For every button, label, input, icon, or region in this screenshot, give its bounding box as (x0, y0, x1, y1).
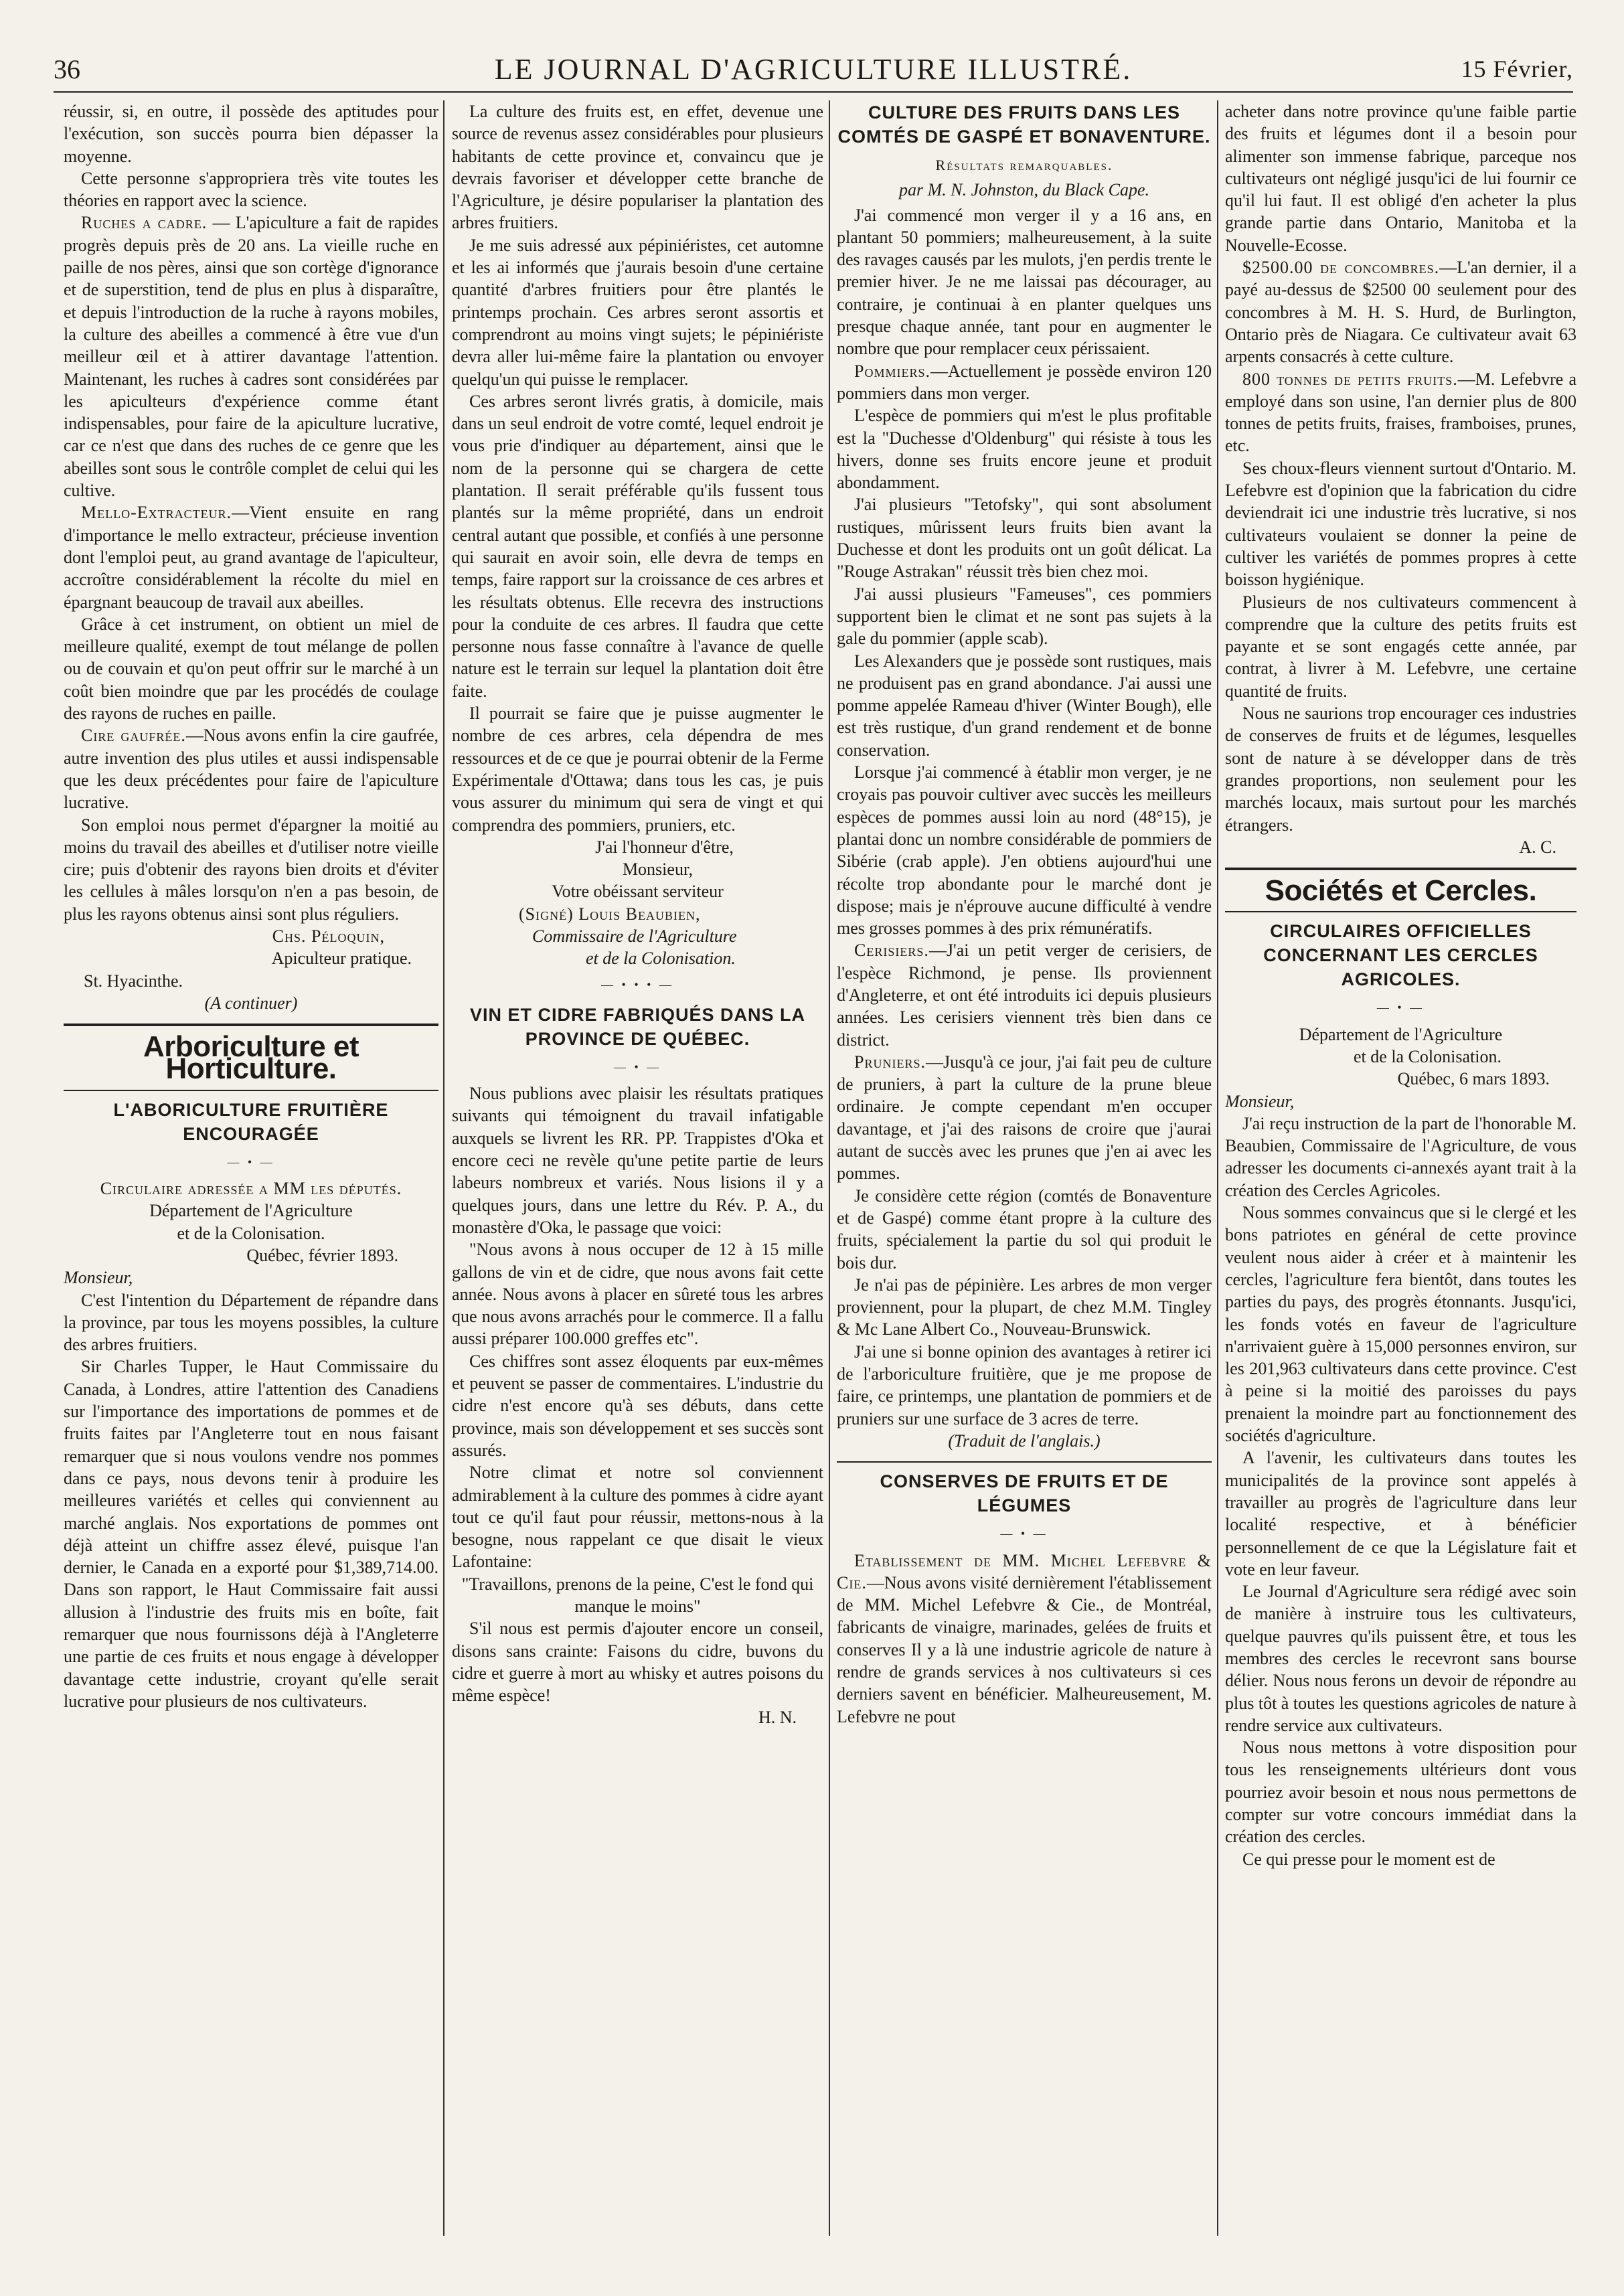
paragraph: réussir, si, en outre, il possède des aptitudes pour l'exécution, son succès pourra bien dépasser la moyenne. (64, 102, 438, 166)
salutation: Monsieur, (64, 1268, 133, 1288)
closing-line: Votre obéissant serviteur (552, 882, 724, 902)
page-header (54, 48, 1573, 95)
ornament: — • — (227, 1155, 275, 1169)
article-subheading: Résultats remarquables. (935, 157, 1113, 173)
article-title: VIN ET CIDRE FABRIQUÉS DANS LA PROVINCE DE QUÉBEC. (469, 1004, 806, 1049)
paragraph: Son emploi nous permet d'épargner la moitié au moins du travail des abeilles et d'utiliser notre vieille cire; puis d'obtenir des rayons bien droits et d'éviter les cellules à mâles lorsqu'on n'en a pas besoin, de plus les rayons obtenus ainsi sont plus réguliers. (64, 815, 438, 924)
section-rule (837, 1461, 1212, 1463)
ornament: — • — (613, 1060, 662, 1074)
translation-note: (Traduit de l'anglais.) (948, 1430, 1101, 1451)
paragraph: Nous publions avec plaisir les résultats pratiques suivants qui témoignent du travail infatigable auxquels se livrent les RR. PP. Trappistes d'Oka et encore ceci ne revèle qu'une petite partie de leurs labeurs nombreux et variés. Nous lisions il y a quelques jours, dans une lettre du Rév. P. A., du monastère d'Oka, le passage que voici: (452, 1084, 823, 1237)
article-initials: H. N. (758, 1708, 797, 1728)
paragraph (837, 939, 1212, 1050)
run-in-heading: Cerisiers. (854, 940, 929, 961)
paragraph-text: —J'ai un petit verger de cerisiers, de l'espèce Richmond, je pense. Ils proviennent d'Angleterre, et ont été introduits ici depuis plusieurs années. Les cerisiers viennent très bien dans ce district. (837, 940, 1212, 1050)
paragraph: Cette personne s'appropriera très vite toutes les théories en rapport avec la science. (64, 168, 438, 211)
column-divider (443, 100, 444, 2236)
paragraph-text: —Nous avons enfin la cire gaufrée, autre invention des plus utiles et aussi indispensable que les deux précédentes pour faire de l'apiculture lucrative. (64, 726, 438, 813)
signature-title: et de la Colonisation. (586, 949, 736, 969)
paragraph: C'est l'intention du Département de répandre dans la province, par tous les moyens possibles, la culture des arbres fruitiers. (64, 1290, 438, 1355)
column-4 (1225, 100, 1576, 2236)
paragraph: J'ai reçu instruction de la part de l'honorable M. Beaubien, Commissaire de l'Agriculture, de vous adresser les documents ci-annexés ayant trait à la création des Cercles Agricoles. (1225, 1113, 1576, 1200)
byline: par M. N. Johnston, du Black Cape. (898, 180, 1150, 200)
closing-line: Monsieur, (622, 859, 694, 880)
paragraph: Ses choux-fleurs viennent surtout d'Ontario. M. Lefebvre est d'opinion que la fabrication du cidre deviendrait ici une industrie très lucrative, si nos cultivateurs voulaient se donner la peine de cultiver les variétés de pommes propres à cette boisson hygiénique. (1225, 458, 1576, 590)
run-in-heading: Etablissement de MM. Michel Lefebvre & Cie. (837, 1550, 1212, 1592)
paragraph: Ce qui presse pour le moment est de (1242, 1849, 1495, 1869)
signature-place: St. Hyacinthe. (84, 971, 183, 991)
paragraph: Je me suis adressé aux pépiniéristes, cet automne et les ai informés que j'aurais besoin d'une certaine quantité d'arbres fruitiers pour être plantés le printemps prochain. Ces arbres seront assortis et comprendront au moins vingt sujets; le pépiniériste devra aller lui-même faire la plantation ou envoyer quelqu'un qui puisse le remplacer. (452, 235, 823, 389)
run-in-heading: Mello-Extracteur. (81, 503, 232, 523)
column-divider (1217, 100, 1218, 2236)
place-date: Québec, 6 mars 1893. (1397, 1069, 1550, 1089)
column-divider (829, 100, 830, 2236)
ornament: — • • • — (601, 977, 674, 991)
place-date: Québec, février 1893. (246, 1245, 398, 1265)
paragraph: Les Alexanders que je possède sont rustiques, mais ne produisent pas en grand abondance. J'ai aussi une pomme appelée Rameau d'hiver (Winter Bough), elle est très rustique, d'un grand rendement et de bonne conservation. (837, 651, 1212, 760)
journal-title: LE JOURNAL D'AGRICULTURE ILLUSTRÉ. (494, 53, 1133, 86)
article-title: CONSERVES DE FRUITS ET DE LÉGUMES (880, 1471, 1169, 1516)
section-title: Arboriculture et Horticulture. (143, 1030, 359, 1086)
paragraph: J'ai une si bonne opinion des avantages à retirer ici de l'arboriculture fruitière, que je me propose de faire, ce printemps, une plantation de pommiers et de pruniers sur une surface de 3 acres de terre. (837, 1341, 1212, 1428)
signature-title: Apiculteur pratique. (271, 949, 412, 969)
paragraph: J'ai aussi plusieurs "Fameuses", ces pommiers supportent bien le climat et ne sont pas sujets à la gale du pommier (apple scab). (837, 584, 1212, 649)
section-rule (1225, 868, 1576, 870)
paragraph (1225, 256, 1576, 367)
paragraph-text: —Vient ensuite en rang d'importance le mello extracteur, précieuse invention dont l'emploi peut, au grand avantage de l'apiculteur, accroître considérablement la récolte du miel en épargnant beaucoup de travail aux abeilles. (64, 503, 438, 612)
paragraph: Le Journal d'Agriculture sera rédigé avec soin de manière à instruire tous les cultivateurs, quelque pauvres qu'ils puissent être, et tous les membres des cercles le recevront sans bourse délier. Nous nous ferons un devoir de répondre au plus tôt à toutes les questions agricoles de nature à rendre service aux cultivateurs. (1225, 1582, 1576, 1735)
paragraph-text: —Nous avons visité dernièrement l'établissement de MM. Michel Lefebvre & Cie., de Montréal, fabricants de vinaigre, marinades, gelées de fruits et conserves Il y a là une industrie agricole de nature à rendre de grands services à nos cultivateurs si ces derniers savent en bénéficier. Malheureusement, M. Lefebvre ne pout (837, 1572, 1212, 1726)
department-line: Département de l'Agriculture (1299, 1024, 1503, 1044)
quote: "Travaillons, prenons de la peine, C'est le fond qui manque le moins" (461, 1574, 814, 1616)
column-2 (452, 100, 823, 2236)
paragraph: acheter dans notre province qu'une faible partie des fruits et légumes dont il a besoin pour alimenter son immense fabrique, parceque nos cultivateurs ont négligé jusqu'ici de lui fournir ce qu'il lui faut. Il est obligé d'en acheter la plus grande partie dans Ontario, Manitoba et la Nouvelle-Ecosse. (1225, 102, 1576, 255)
paragraph (837, 1051, 1212, 1185)
paragraph: La culture des fruits est, en effet, devenue une source de revenus assez considérables pour plusieurs habitants de cette province et, convaincu que je devrais favoriser et développer cette branche de l'Agriculture, je désire populariser la plantation des arbres fruitiers. (452, 102, 823, 233)
column-3 (837, 100, 1212, 2236)
paragraph: Plusieurs de nos cultivateurs commencent à comprendre que la culture des petits fruits est payante et se sont engagés cette année, par contrat, à livrer à M. Lefebvre, une certaine quantité de fruits. (1225, 592, 1576, 701)
section-rule (1225, 911, 1576, 912)
paragraph: J'ai commencé mon verger il y a 16 ans, en plantant 50 pommiers; malheureusement, à la suite des ravages causés par les mulots, j'en perdis trente le premier hiver. Je ne me laissai pas décourager, au contraire, je continuai à en planter quelques uns presque chaque année, tant pour en augmenter le nombre que pour remplacer ceux périssaient. (837, 205, 1212, 359)
paragraph: Nous ne saurions trop encourager ces industries de conserves de fruits et de légumes, lesquelles sont de nature à se développer dans de très grandes proportions, non seulement pour les marchés locaux, mais surtout pour les marchés étrangers. (1225, 704, 1576, 835)
header-rule (54, 91, 1573, 93)
paragraph: Ces chiffres sont assez éloquents par eux-mêmes et peuvent se passer de commentaires. L'industrie du cidre n'est encore qu'à ses débuts, dans cette province, mais son développement et ses succès sont assurés. (452, 1351, 823, 1460)
circular-heading: Circulaire adressée a MM les députés. (100, 1179, 402, 1199)
paragraph: A l'avenir, les cultivateurs dans toutes les municipalités de la province sont appelés à travailler au progrès de l'agriculture dans leur localité respective, et à bénéficier personnellement de ce que la Législature fait et vote en leur faveur. (1225, 1448, 1576, 1579)
column-1 (64, 100, 438, 2236)
paragraph-text: —M. Lefebvre a employé dans son usine, l'an dernier plus de 800 tonnes de petits fruits, fraises, framboises, prunes, etc. (1225, 369, 1576, 456)
paragraph: Je considère cette région (comtés de Bonaventure et de Gaspé) comme étant propre à la culture des fruits, spécialement la partie du sol qui produit le bois dur. (837, 1185, 1212, 1273)
section-title: Sociétés et Cercles. (1265, 874, 1537, 908)
issue-date: 15 Février, (1461, 56, 1573, 82)
closing-line: J'ai l'honneur d'être, (595, 837, 734, 857)
signature-name: Chs. Péloquin, (272, 926, 385, 946)
article-title: CIRCULAIRES OFFICIELLES CONCERNANT LES CERCLES AGRICOLES. (1263, 921, 1538, 990)
department-line: Département de l'Agriculture (149, 1201, 353, 1221)
department-line: et de la Colonisation. (177, 1223, 325, 1243)
ornament: — • — (1376, 1001, 1425, 1015)
paragraph: Grâce à cet instrument, on obtient un miel de meilleure qualité, exempt de tout mélange de pollen ou de couvain et qu'on peut offrir sur le marché à un coût bien moindre que par les procédés de coulage des rayons de ruches en paille. (64, 614, 438, 724)
paragraph (1225, 368, 1576, 457)
page-number: 36 (54, 54, 80, 84)
run-in-heading: Ruches a cadre. (81, 213, 208, 233)
paragraph (837, 1550, 1212, 1728)
run-in-heading: Pommiers. (854, 361, 930, 381)
paragraph-text: —L'an dernier, il a payé au-dessus de $2500 00 seulement pour des concombres à M. H. S. Hurd, de Burlington, Ontario près de Niagara. Ce cultivateur avait 63 arpents consacrés à cette culture. (1225, 258, 1576, 367)
paragraph: Lorsque j'ai commencé à établir mon verger, je ne croyais pas pouvoir cultiver avec succès les meilleurs espèces de pommes aussi loin au nord (48°15), je plantai donc un nombre considérable de pommiers de Sibérie (crab apple). J'en obtiens aujourd'hui une récolte trop abondante pour le marché dont je dispose; mais je n'éprouve aucune difficulté à vendre mes grosses pommes à des prix rémunératifs. (837, 762, 1212, 938)
paragraph: "Nous avons à nous occuper de 12 à 15 mille gallons de vin et de cidre, que nous avons fait cette année. Nous avons à placer en sûreté tous les arbres que nous avons arrachés pour le commerce. Il a fallu aussi préparer 100.000 greffes etc". (452, 1240, 823, 1349)
paragraph-text: — L'apiculture a fait de rapides progrès depuis près de 20 ans. La vieille ruche en paille de nos pères, ainsi que son cortège d'ignorance et de superstition, tend de plus en plus à disparaître, et depuis l'introduction de la ruche à rayons mobiles, la culture des abeilles a commencé à être vue d'un meilleur œil et à attirer davantage l'attention. Maintenant, les ruches à cadres sont considérées par les apiculteurs d'expérience comme étant indispensables, pour faire de la apiculture lucrative, car ce n'est que dans des ruches de ce genre que les abeilles sont sous le contrôle complet de celui qui les cultive. (64, 213, 438, 501)
run-in-heading: Cire gaufrée. (81, 726, 186, 746)
paragraph: Il pourrait se faire que je puisse augmenter le nombre de ces arbres, cela dépendra de mes ressources et de ce que je pourrai obtenir de la Ferme Expérimentale d'Ottawa; dans tous les cas, je puis vous assurer du minimum qui sera de vingt et qui comprendra des pommiers, pruniers, etc. (452, 704, 823, 835)
ornament: — • — (1000, 1527, 1048, 1541)
paragraph: Nous nous mettons à votre disposition pour tous les renseignements ultérieurs dont vous pourriez avoir besoin et nous nous permettons de compter sur votre concours immédiat dans la création des cercles. (1225, 1738, 1576, 1847)
paragraph: J'ai plusieurs "Tetofsky", qui sont absolument rustiques, mûrissent leurs fruits bien avant la Duchesse et dont les produits ont un goût délicat. La "Rouge Astrakan" réussit très bien chez moi. (837, 495, 1212, 582)
salutation: Monsieur, (1225, 1091, 1295, 1111)
signature: (Signé) Louis Beaubien, (519, 904, 701, 924)
section-rule (64, 1090, 438, 1091)
paragraph-text: —Actuellement je possède environ 120 pommiers dans mon verger. (837, 361, 1212, 403)
paragraph: Sir Charles Tupper, le Haut Commissaire du Canada, à Londres, attire l'attention des Canadiens sur l'importance des importations de pommes et de fruits faites par l'Angleterre tout en nous faisant remarquer que si nous voulons vendre nos pommes dans ce pays, nous devons tenir à produire les meilleures variétés et celles qui conviennent au marché anglais. Nos exportations de pommes ont déjà atteint un chiffre assez élevé, puisque l'an dernier, le Canada en a exporté pour $1,389,714.00. Dans son rapport, le Haut Commissaire fait aussi allusion à l'industrie des fruits mis en boîte, fait remarquer que nous fournissons déjà à l'Angleterre une partie de ces fruits et nous engage à développer davantage cette industrie, croyant qu'elle serait lucrative pour plusieurs de nos cultivateurs. (64, 1357, 438, 1711)
signature-title: Commissaire de l'Agriculture (532, 926, 737, 946)
paragraph: Je n'ai pas de pépinière. Les arbres de mon verger proviennent, pour la plupart, de chez M.M. Tingley & Mc Lane Albert Co., Nouveau-Brunswick. (837, 1275, 1212, 1339)
paragraph: Notre climat et notre sol conviennent admirablement à la culture des pommes à cidre ayant tout ce qu'il faut pour réussir, mettons-nous à la besogne, nous rappelant ce que disait le vieux Lafontaine: (452, 1463, 823, 1572)
paragraph (64, 724, 438, 813)
article-title: CULTURE DES FRUITS DANS LES COMTÉS DE GASPÉ ET BONAVENTURE. (837, 102, 1211, 147)
department-line: et de la Colonisation. (1354, 1046, 1501, 1066)
paragraph: L'espèce de pommiers qui m'est le plus profitable est la "Duchesse d'Oldenburg" qui résiste à tous les hivers, donne ses fruits encore jeune et produit abondamment. (837, 406, 1212, 493)
section-rule (64, 1023, 438, 1026)
paragraph (64, 212, 438, 501)
paragraph-text: —Jusqu'à ce jour, j'ai fait peu de culture de pruniers, à part la culture de la prune bleue ordinaire. Je compte cependant m'en occuper davantage, et j'ai des raisons de croire que j'aurai autant de succès avec les prunes que j'en ai avec les pommes. (837, 1052, 1212, 1183)
run-in-heading: Pruniers. (854, 1052, 926, 1072)
paragraph (64, 501, 438, 612)
paragraph: Nous sommes convaincus que si le clergé et les bons patriotes en général de cette province veulent nous aider à créer et à maintenir les cercles, l'agriculture fera bientôt, dans toutes les parties du pays, des progrès étonnants. Jusqu'ici, les fonds votés en faveur de l'agriculture n'arrivaient guère à 15,000 personnes environ, sur les 201,963 cultivateurs dans cette province. C'est à peine si la moitié des paroisses du pays prenaient la moindre part au fonctionnement des sociétés d'agriculture. (1225, 1203, 1576, 1446)
continued-note: (A continuer) (204, 993, 298, 1013)
paragraph (837, 360, 1212, 405)
run-in-heading: 800 tonnes de petits fruits. (1242, 369, 1458, 389)
article-initials: A. C. (1519, 837, 1556, 857)
paragraph: Ces arbres seront livrés gratis, à domicile, mais dans un seul endroit de votre comté, lequel endroit je vous prie d'indiquer au département, ainsi que le nom de la personne qui se chargera de cette plantation. Il serait préférable qu'ils fussent tous plantés sur la même propriété, dans un endroit central autant que possible, et confiés à une personne qui saurait en avoir soin, elle devra de temps en temps, faire rapport sur la croissance de ces arbres et les résultats obtenus. Elle recevra des instructions pour la conduite de ces arbres. Il faudra que cette personne nous fasse connaître à l'avance de quelle nature est le terrain sur lequel la plantation doit être faite. (452, 391, 823, 701)
article-title: L'ABORICULTURE FRUITIÈRE ENCOURAGÉE (113, 1099, 389, 1144)
run-in-heading: $2500.00 de concombres. (1242, 258, 1440, 278)
paragraph: S'il nous est permis d'ajouter encore un conseil, disons sans crainte: Faisons du cidre, buvons du cidre et guerre à mort au whisky et autres poisons du même espèce! (452, 1619, 823, 1706)
